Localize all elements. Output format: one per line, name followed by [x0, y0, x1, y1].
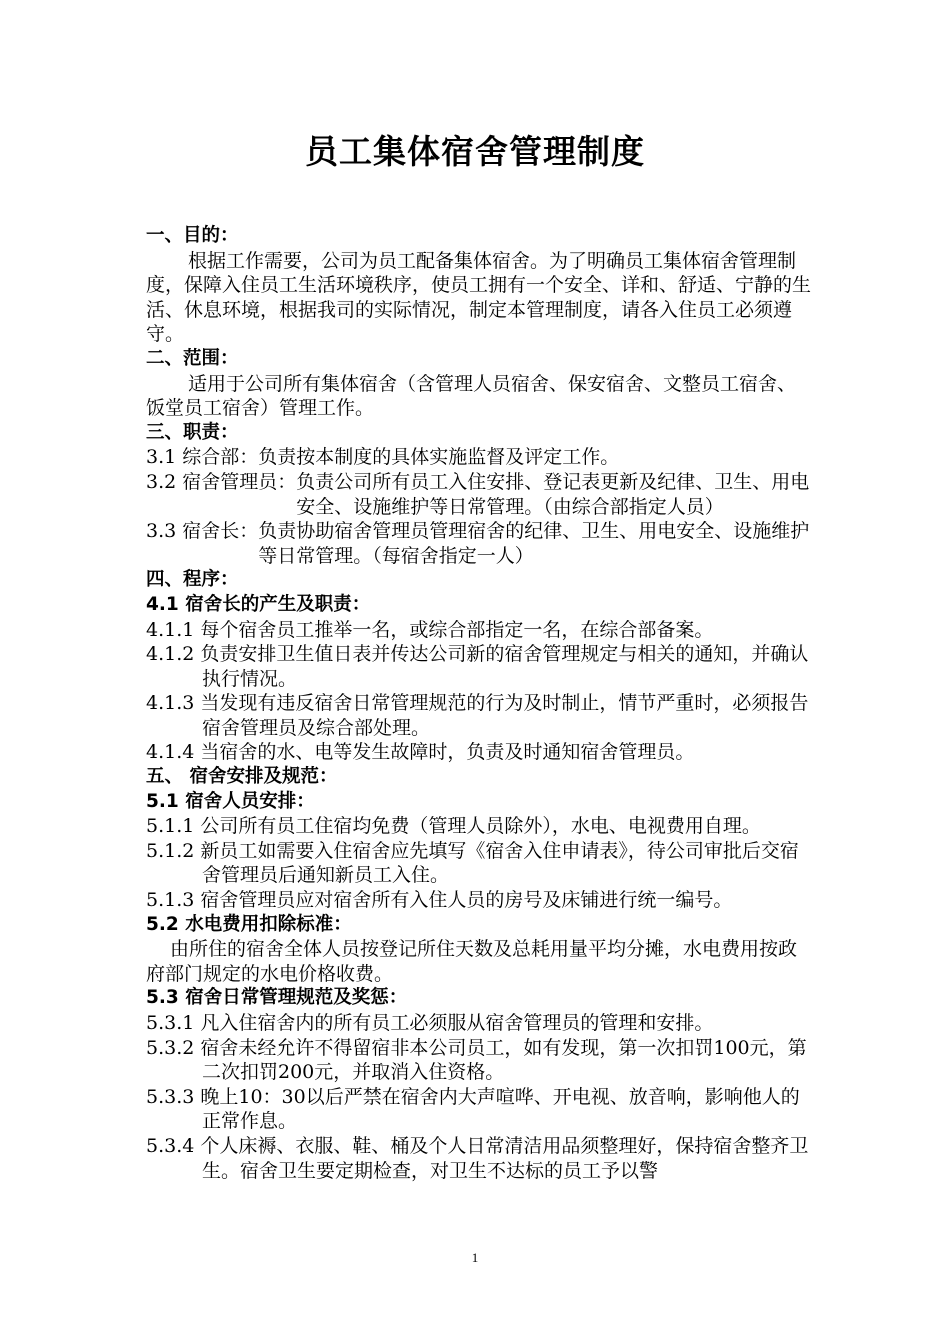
- section-1-heading: 一、目的：: [146, 225, 239, 246]
- duty-text: 负责协助宿舍管理员管理宿舍的纪律、卫生、用电安全、设施维护等日常管理。（每宿舍指定一人）: [258, 520, 810, 567]
- document-title: 员工集体宿舍管理制度: [305, 132, 645, 171]
- list-item: 5.3.2 宿舍未经允许不得留宿非本公司员工，如有发现，第一次扣罚100元，第二次扣罚200元，并取消入住资格。: [146, 1036, 807, 1084]
- subsection-5-2-body: 由所住的宿舍全体人员按登记所住天数及总耗用量平均分摊，水电费用按政府部门规定的水电价格收费。: [146, 938, 798, 985]
- list-item: 4.1.2 负责安排卫生值日表并传达公司新的宿舍管理规定与相关的通知，并确认执行情况。: [146, 643, 809, 690]
- section-5-heading: 五、 宿舍安排及规范：: [146, 766, 338, 788]
- page-number: 1: [471, 1250, 479, 1265]
- list-item: 4.1.3 当发现有违反宿舍日常管理规范的行为及时制止，情节严重时，必须报告宿舍管理员及综合部处理。: [146, 692, 809, 739]
- subsection-5-3-heading: 5.3 宿舍日常管理规范及奖惩：: [146, 987, 408, 1009]
- duty-label: 3.1 综合部：: [146, 446, 259, 469]
- list-item: 5.3.3 晚上10：30以后严禁在宿舍内大声喧哗、开电视、放音响，影响他人的正常作息。: [146, 1085, 800, 1133]
- section-3-heading: 三、职责：: [146, 421, 239, 443]
- duty-text: 负责按本制度的具体实施监督及评定工作。: [258, 446, 620, 469]
- section-4-heading: 四、程序：: [146, 569, 239, 591]
- subsection-5-1-heading: 5.1 宿舍人员安排：: [146, 790, 315, 812]
- section-1-body: 根据工作需要，公司为员工配备集体宿舍。为了明确员工集体宿舍管理制度，保障入住员工生活环境秩序，使员工拥有一个安全、详和、舒适、宁静的生活、休息环境，根据我司的实际情况，制定本管理制度，请各入住员工必须遵守。: [146, 249, 812, 346]
- list-item: 4.1.1 每个宿舍员工推举一名，或综合部指定一名，在综合部备案。: [146, 618, 714, 641]
- subsection-4-1-heading: 4.1 宿舍长的产生及职责：: [146, 593, 371, 615]
- duty-item: [146, 445, 812, 470]
- document-body: [146, 224, 812, 1183]
- duty-item: [146, 519, 812, 568]
- list-item: 5.3.1 凡入住宿舍内的所有员工必须服从宿舍管理员的管理和安排。: [146, 1012, 714, 1034]
- list-item: 5.1.3 宿舍管理员应对宿舍所有入住人员的房号及床铺进行统一编号。: [146, 889, 733, 912]
- list-item: 4.1.4 当宿舍的水、电等发生故障时，负责及时通知宿舍管理员。: [146, 741, 695, 764]
- duty-text: 负责公司所有员工入住安排、登记表更新及纪律、卫生、用电安全、设施维护等日常管理。（由综合部指定人员）: [296, 470, 810, 518]
- section-2-body: 适用于公司所有集体宿舍（含管理人员宿舍、保安宿舍、文整员工宿舍、饭堂员工宿舍）管理工作。: [146, 372, 797, 420]
- section-2-heading: 二、范围：: [146, 347, 239, 369]
- list-item: 5.1.1 公司所有员工住宿均免费（管理人员除外），水电、电视费用自理。: [146, 815, 761, 838]
- duty-label: 3.3 宿舍长：: [146, 520, 259, 543]
- duty-item: [146, 470, 812, 519]
- duty-label: 3.2 宿舍管理员：: [146, 470, 297, 493]
- list-item: 5.3.4 个人床褥、衣服、鞋、桶及个人日常清洁用品须整理好，保持宿舍整齐卫生。宿舍卫生要定期检查，对卫生不达标的员工予以警: [146, 1134, 809, 1182]
- list-item: 5.1.2 新员工如需要入住宿舍应先填写《宿舍入住申请表》，待公司审批后交宿舍管理员后通知新员工入住。: [146, 839, 799, 887]
- subsection-5-2-heading: 5.2 水电费用扣除标准：: [146, 913, 352, 935]
